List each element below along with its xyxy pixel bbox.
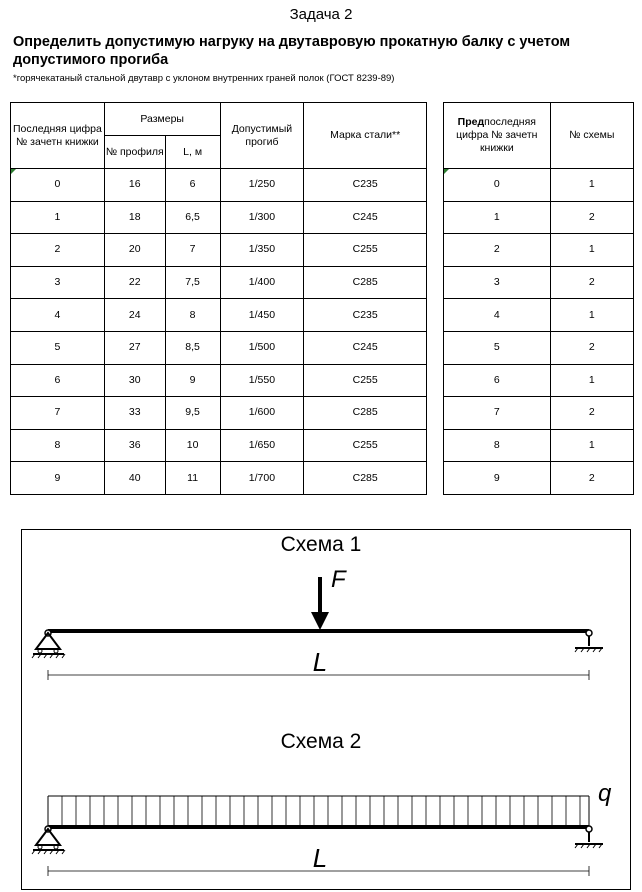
- cell-deflection: 1/500: [220, 331, 304, 364]
- cell-last-digit: 7: [11, 397, 105, 430]
- cell-profile: 20: [104, 234, 165, 267]
- cell-prev-digit: 2: [444, 234, 551, 267]
- cell-last-digit: 3: [11, 266, 105, 299]
- table-row: [11, 234, 427, 267]
- scheme2-length-label: L: [312, 843, 328, 873]
- cell-profile: 24: [104, 299, 165, 332]
- scheme2-load-label: q: [598, 780, 612, 807]
- cell-last-digit: 0: [11, 169, 105, 202]
- cell-last-digit: 9: [11, 462, 105, 495]
- cell-length: 9: [165, 364, 220, 397]
- table-row: [11, 331, 427, 364]
- scheme1-title: Схема 1: [280, 533, 362, 556]
- cell-scheme-no: 2: [550, 266, 633, 299]
- cell-steel-grade: С245: [304, 201, 427, 234]
- cell-prev-digit: 1: [444, 201, 551, 234]
- scheme2-roller-support: [575, 826, 603, 848]
- cell-scheme-no: 2: [550, 397, 633, 430]
- cell-scheme-no: 1: [550, 169, 633, 202]
- table-row: [444, 429, 634, 462]
- cell-prev-digit: 3: [444, 266, 551, 299]
- cell-deflection: 1/350: [220, 234, 304, 267]
- cell-profile: 27: [104, 331, 165, 364]
- cell-length: 9,5: [165, 397, 220, 430]
- table-row: [444, 462, 634, 495]
- task-title: Задача 2: [289, 6, 353, 23]
- cell-length: 8: [165, 299, 220, 332]
- cell-last-digit: 2: [11, 234, 105, 267]
- table-row: [444, 234, 634, 267]
- variants-table: [10, 102, 427, 495]
- cell-profile: 40: [104, 462, 165, 495]
- cell-profile: 36: [104, 429, 165, 462]
- scheme1-roller-support: [575, 630, 603, 652]
- cell-scheme-no: 2: [550, 462, 633, 495]
- cell-deflection: 1/650: [220, 429, 304, 462]
- cell-last-digit: 4: [11, 299, 105, 332]
- header-profile: № профиля: [104, 136, 165, 169]
- cell-deflection: 1/700: [220, 462, 304, 495]
- cell-steel-grade: С255: [304, 429, 427, 462]
- scheme1-pinned-support: [32, 630, 65, 658]
- header-steel-grade: Марка стали**: [304, 103, 427, 169]
- table-row: [444, 331, 634, 364]
- cell-deflection: 1/400: [220, 266, 304, 299]
- cell-length: 11: [165, 462, 220, 495]
- scheme2-distributed-load: [48, 796, 589, 826]
- cell-prev-digit: 6: [444, 364, 551, 397]
- header-deflection: Допустимый прогиб: [220, 103, 304, 169]
- cell-scheme-no: 1: [550, 429, 633, 462]
- cell-deflection: 1/450: [220, 299, 304, 332]
- table-row: [11, 169, 427, 202]
- cell-prev-digit: 9: [444, 462, 551, 495]
- cell-steel-grade: С285: [304, 462, 427, 495]
- cell-deflection: 1/250: [220, 169, 304, 202]
- table-row: [11, 201, 427, 234]
- scheme1-force-arrow: [311, 577, 329, 630]
- cell-profile: 18: [104, 201, 165, 234]
- cell-scheme-no: 1: [550, 299, 633, 332]
- table-row: [444, 397, 634, 430]
- schemes-frame: [21, 529, 631, 890]
- cell-scheme-no: 1: [550, 364, 633, 397]
- cell-last-digit: 6: [11, 364, 105, 397]
- table-row: [11, 397, 427, 430]
- cell-prev-digit: 0: [444, 169, 551, 202]
- header-prev-digit: Предпоследняя цифра № зачетн книжки: [444, 103, 551, 169]
- cell-deflection: 1/550: [220, 364, 304, 397]
- task-heading: Определить допустимую нагруку на двутавровую прокатную балку с учетом допустимого прогиба: [13, 34, 571, 68]
- header-last-digit: Последняя цифра № зачетн книжки: [11, 103, 105, 169]
- table-row: [444, 169, 634, 202]
- cell-last-digit: 5: [11, 331, 105, 364]
- cell-scheme-no: 2: [550, 331, 633, 364]
- cell-profile: 33: [104, 397, 165, 430]
- cell-steel-grade: С245: [304, 331, 427, 364]
- cell-steel-grade: С285: [304, 266, 427, 299]
- table-row: [444, 266, 634, 299]
- header-sizes: Размеры: [104, 103, 220, 136]
- scheme-table: [443, 102, 634, 495]
- table-row: [444, 299, 634, 332]
- table-row: [11, 462, 427, 495]
- cell-prev-digit: 5: [444, 331, 551, 364]
- cell-length: 8,5: [165, 331, 220, 364]
- cell-profile: 16: [104, 169, 165, 202]
- scheme2-title: Схема 2: [280, 730, 362, 753]
- cell-steel-grade: С255: [304, 234, 427, 267]
- schemes-drawing: [22, 530, 630, 889]
- table-row: [11, 364, 427, 397]
- footnote: *горячекатаный стальной двутавр с уклоном внутренних граней полок (ГОСТ 8239-89): [13, 73, 395, 84]
- cell-length: 6: [165, 169, 220, 202]
- cell-length: 10: [165, 429, 220, 462]
- cell-last-digit: 8: [11, 429, 105, 462]
- cell-deflection: 1/600: [220, 397, 304, 430]
- cell-last-digit: 1: [11, 201, 105, 234]
- cell-steel-grade: С255: [304, 364, 427, 397]
- scheme2-pinned-support: [32, 826, 65, 854]
- cell-prev-digit: 7: [444, 397, 551, 430]
- cell-profile: 30: [104, 364, 165, 397]
- cell-prev-digit: 4: [444, 299, 551, 332]
- cell-length: 6,5: [165, 201, 220, 234]
- cell-length: 7,5: [165, 266, 220, 299]
- cell-marker: [11, 169, 16, 174]
- header-scheme-no: № схемы: [550, 103, 633, 169]
- cell-marker: [444, 169, 449, 174]
- table-row: [444, 201, 634, 234]
- table-row: [11, 299, 427, 332]
- cell-scheme-no: 1: [550, 234, 633, 267]
- table-row: [11, 266, 427, 299]
- table-row: [11, 429, 427, 462]
- cell-deflection: 1/300: [220, 201, 304, 234]
- header-length: L, м: [165, 136, 220, 169]
- cell-length: 7: [165, 234, 220, 267]
- cell-prev-digit: 8: [444, 429, 551, 462]
- cell-steel-grade: С235: [304, 299, 427, 332]
- table-row: [444, 364, 634, 397]
- cell-scheme-no: 2: [550, 201, 633, 234]
- cell-steel-grade: С285: [304, 397, 427, 430]
- scheme1-force-label: F: [331, 566, 346, 593]
- cell-steel-grade: С235: [304, 169, 427, 202]
- scheme1-length-label: L: [312, 647, 328, 677]
- cell-profile: 22: [104, 266, 165, 299]
